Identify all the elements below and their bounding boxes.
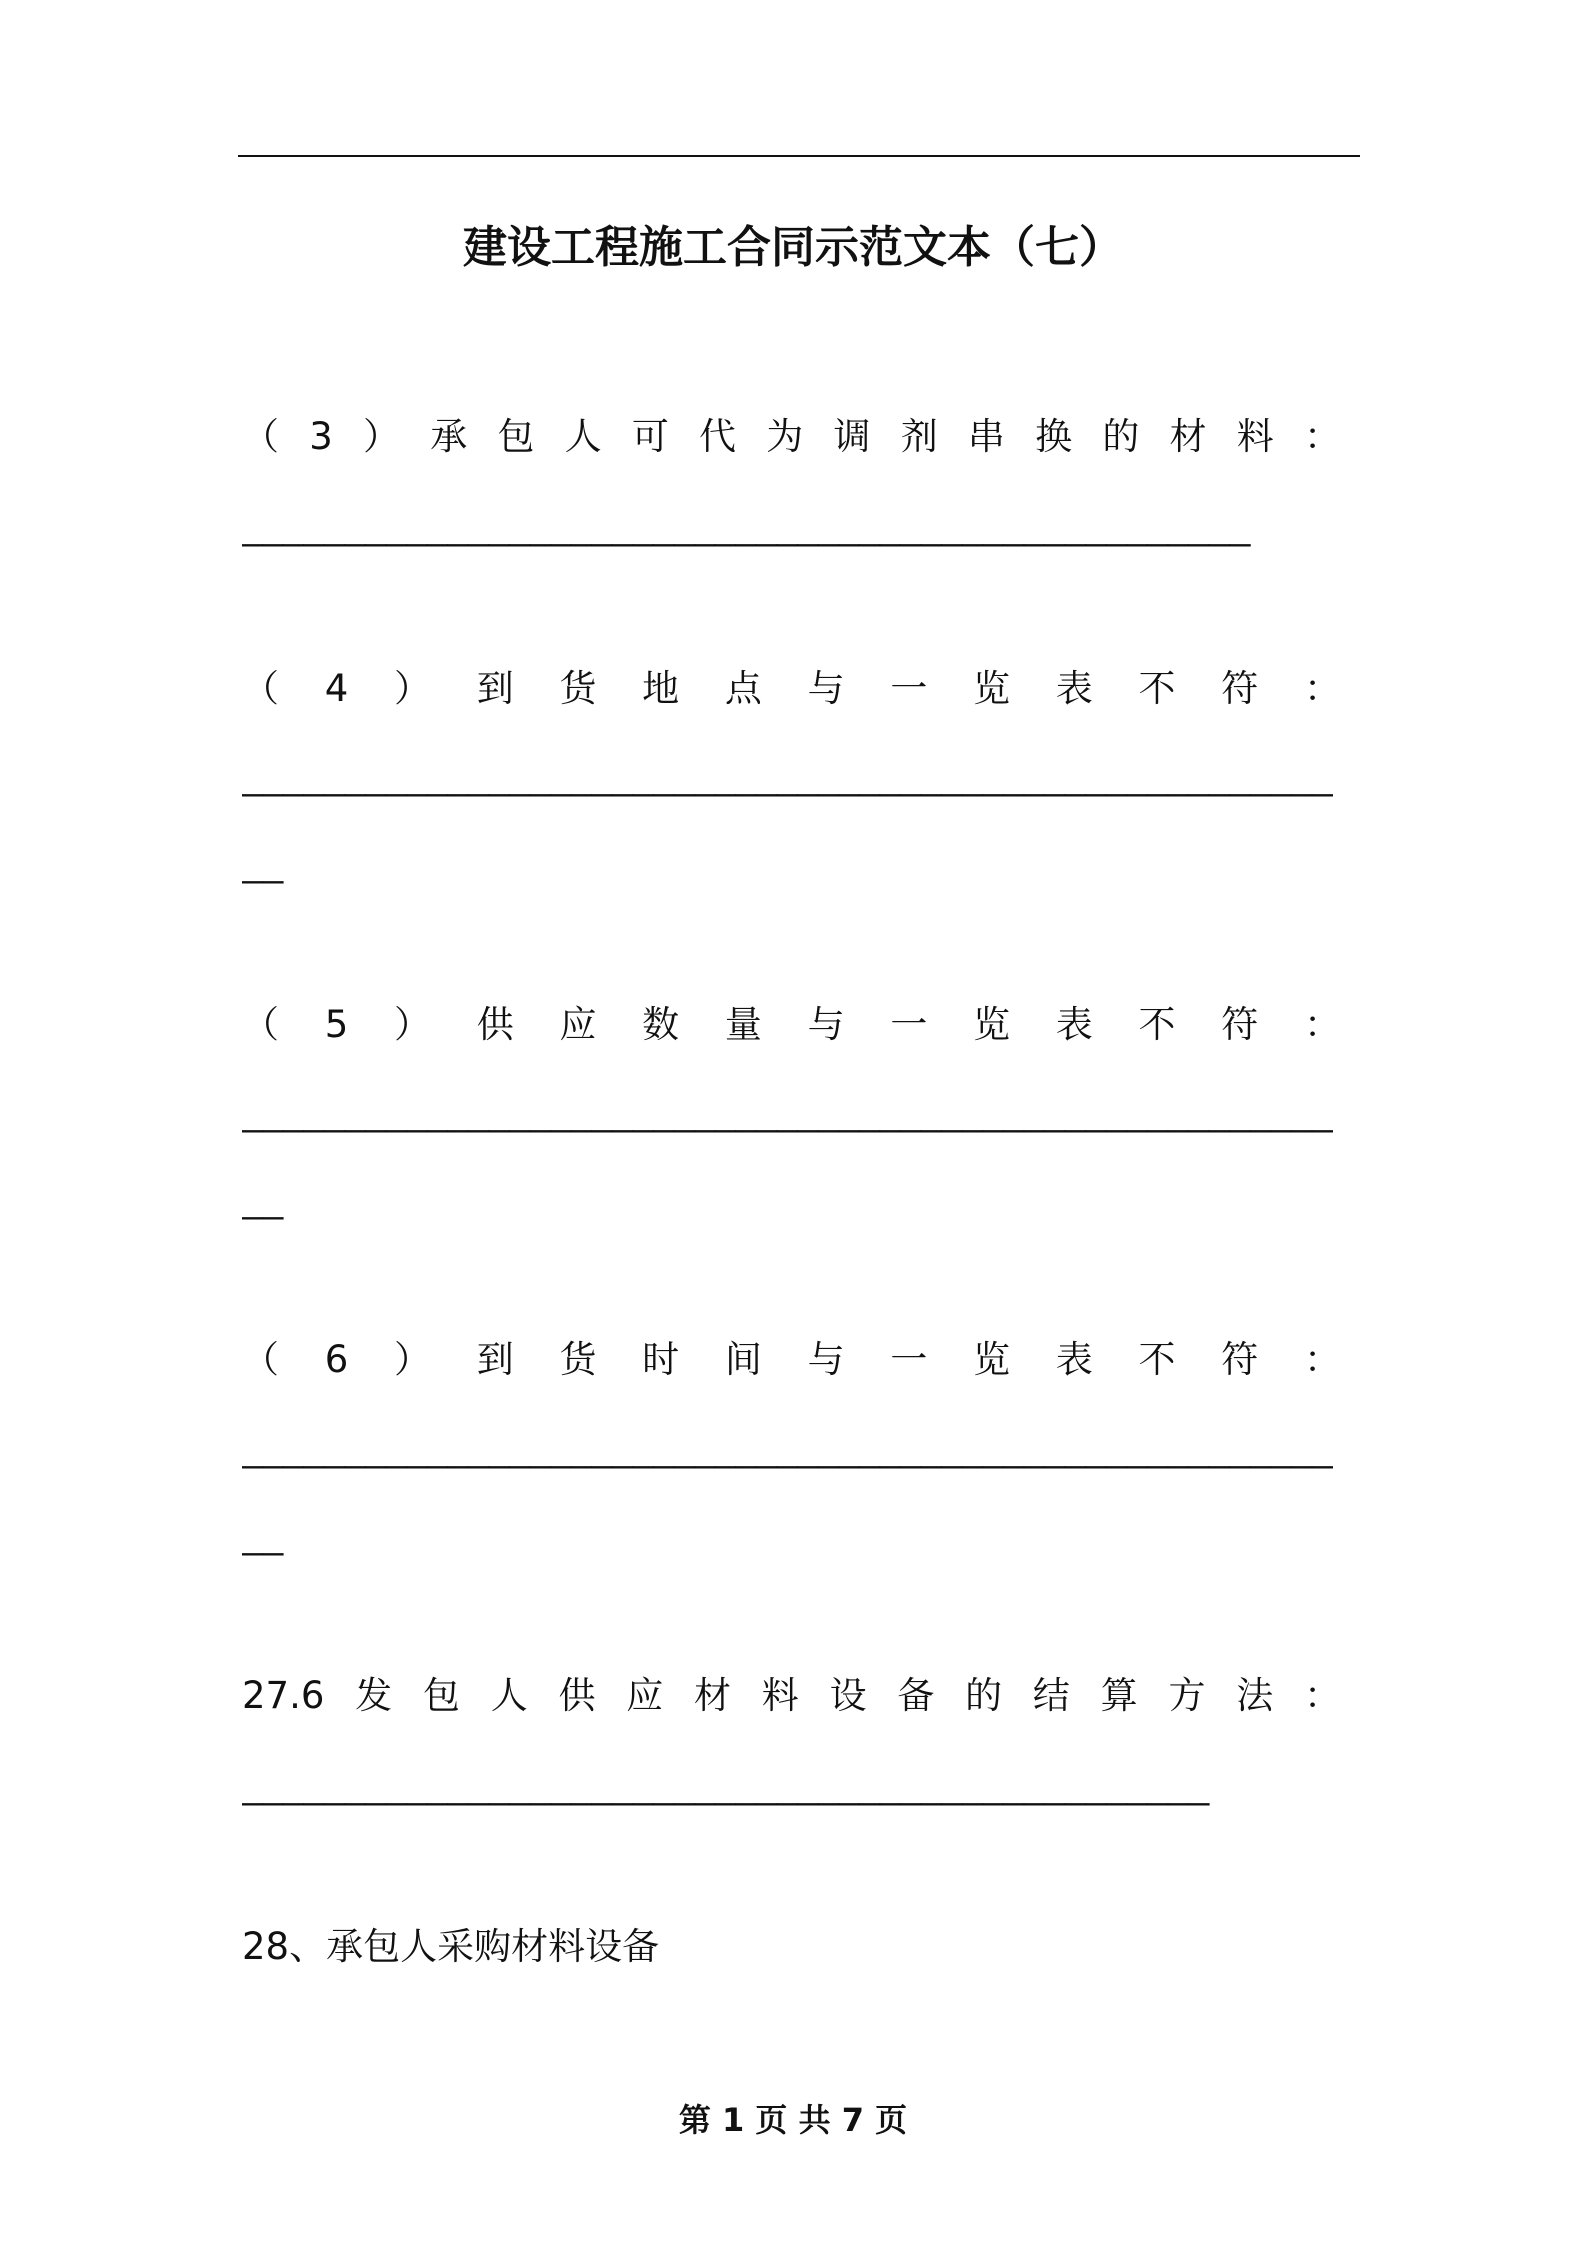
clause-3-label: （3）承包人可代为调剂串换的材料： (242, 415, 1341, 458)
page-number-footer: 第 1 页 共 7 页 (678, 2101, 908, 2139)
clause-4-label: （4）到货地点与一览表不符： (242, 667, 1341, 710)
clause-5-blank-line-continued: __ (242, 1179, 284, 1220)
header-rule (238, 155, 1360, 157)
section-28-heading: 28、承包人采购材料设备 (242, 1925, 660, 1968)
clause-5-label: （5）供应数量与一览表不符： (242, 1003, 1341, 1046)
clause-4-blank-line: _____________________________________________________ (242, 756, 1333, 797)
clause-6-blank-line: _____________________________________________________ (242, 1428, 1333, 1469)
clause-4-blank-line-continued: __ (242, 843, 284, 884)
clause-6-label: （6）到货时间与一览表不符： (242, 1338, 1341, 1381)
clause-6-blank-line-continued: __ (242, 1515, 284, 1556)
clause-27-6-blank-line: _______________________________________________ (242, 1765, 1210, 1806)
document-title: 建设工程施工合同示范文本（七） (463, 222, 1123, 273)
clause-5-blank-line: _____________________________________________________ (242, 1092, 1333, 1133)
clause-3-blank-line: _________________________________________________ (242, 506, 1251, 547)
clause-27-6-label: 27.6发包人供应材料设备的结算方法： (242, 1674, 1341, 1717)
